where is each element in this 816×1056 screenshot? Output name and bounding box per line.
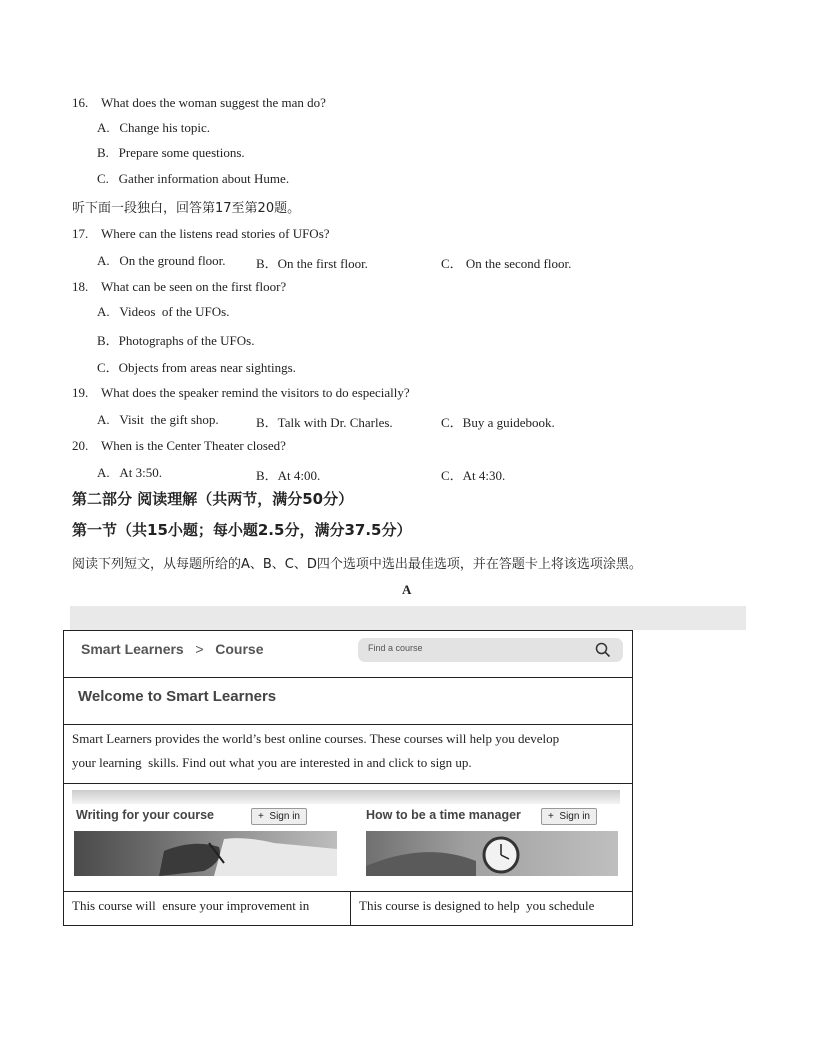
- course-desc-cell: [351, 892, 632, 926]
- monologue-instruction: 听下面一段独白，回答第17至第20题。: [72, 201, 301, 216]
- writing-hand-image: [74, 831, 337, 876]
- question-20: [72, 438, 286, 454]
- writing-course-photo: [74, 831, 337, 876]
- course-desc-cell: [64, 892, 351, 926]
- option-20c: C．At 4:30.: [441, 468, 506, 483]
- question-number: 19.: [72, 385, 89, 400]
- breadcrumb: [81, 641, 263, 657]
- intro-row: [64, 725, 632, 784]
- course-banner-shadow: [72, 790, 620, 804]
- passage-label: A: [402, 582, 412, 597]
- welcome-heading: Welcome to Smart Learners: [78, 688, 277, 705]
- breadcrumb-site[interactable]: Smart Learners: [81, 641, 184, 657]
- time-course-photo: [366, 831, 618, 876]
- search-icon[interactable]: [595, 642, 611, 658]
- option-20a: A. At 3:50.: [97, 465, 162, 480]
- option-20b: B．At 4:00.: [256, 468, 321, 483]
- question-text: When is the Center Theater closed?: [101, 438, 286, 453]
- question-19: [72, 385, 410, 401]
- question-text: What can be seen on the first floor?: [101, 279, 287, 294]
- question-17: [72, 226, 330, 242]
- option-18c: C．Objects from areas near sightings.: [97, 360, 296, 375]
- question-number: 18.: [72, 279, 89, 294]
- option-18b: B．Photographs of the UFOs.: [97, 333, 255, 348]
- part2-heading: 第二部分 阅读理解（共两节，满分50分）: [72, 490, 354, 508]
- option-16b: B. Prepare some questions.: [97, 145, 245, 160]
- question-text: What does the woman suggest the man do?: [101, 95, 326, 110]
- website-header: [64, 631, 632, 678]
- question-number: 17.: [72, 226, 89, 241]
- search-input[interactable]: Find a course: [368, 643, 423, 653]
- breadcrumb-separator: >: [195, 641, 204, 657]
- option-17b: B．On the first floor.: [256, 256, 368, 271]
- question-text: Where can the listens read stories of UFOs?: [101, 226, 330, 241]
- question-16: [72, 95, 326, 111]
- sign-in-button[interactable]: + Sign in: [541, 808, 597, 825]
- breadcrumb-page[interactable]: Course: [215, 641, 264, 657]
- website-screenshot: [63, 630, 633, 926]
- search-box[interactable]: [358, 638, 623, 662]
- option-19c: C．Buy a guidebook.: [441, 415, 555, 430]
- intro-line-1: Smart Learners provides the world’s best online courses. These courses will help you develop: [72, 731, 560, 746]
- option-17c: C． On the second floor.: [441, 256, 572, 271]
- option-16a: A. Change his topic.: [97, 120, 211, 135]
- courses-row: [64, 784, 632, 892]
- clock-image: [366, 831, 618, 876]
- option-17a: A. On the ground floor.: [97, 253, 226, 268]
- question-18: [72, 279, 286, 295]
- welcome-row: [64, 678, 632, 725]
- option-19b: B．Talk with Dr. Charles.: [256, 415, 393, 430]
- question-number: 20.: [72, 438, 89, 453]
- course-title[interactable]: Writing for your course: [76, 808, 214, 822]
- sign-in-button[interactable]: + Sign in: [251, 808, 307, 825]
- gray-band: [70, 606, 746, 630]
- option-18a: A. Videos of the UFOs.: [97, 304, 230, 319]
- section1-heading: 第一节（共15小题；每小题2.5分，满分37.5分）: [72, 521, 412, 539]
- question-text: What does the speaker remind the visitors to do especially?: [101, 385, 410, 400]
- question-number: 16.: [72, 95, 89, 110]
- option-16c: C. Gather information about Hume.: [97, 171, 290, 186]
- intro-line-2: your learning skills. Find out what you are interested in and click to sign up.: [72, 755, 472, 770]
- option-19a: A. Visit the gift shop.: [97, 412, 219, 427]
- reading-instruction: 阅读下列短文，从每题所给的A、B、C、D四个选项中选出最佳选项，并在答题卡上将该选项涂黑。: [72, 557, 642, 572]
- course-description: This course will ensure your improvement in: [72, 898, 310, 913]
- course-title[interactable]: How to be a time manager: [366, 808, 521, 822]
- course-description: This course is designed to help you schedule: [359, 898, 595, 913]
